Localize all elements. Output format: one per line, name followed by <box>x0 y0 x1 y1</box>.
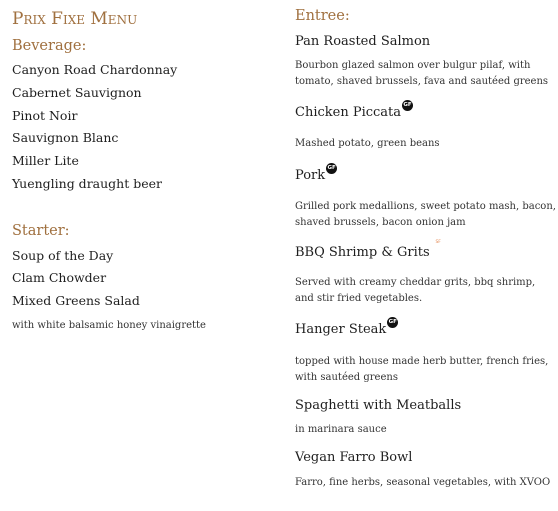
dish-name <box>295 33 430 50</box>
dish-desc: topped with house made herb butter, french fries, with sautéed greens <box>295 356 549 383</box>
dish-name-text: Chicken Piccata <box>295 105 402 120</box>
dish-name <box>295 397 461 414</box>
starter-item: Soup of the Day <box>12 248 114 263</box>
dish-name-text: Pork <box>295 168 326 183</box>
dish-name-text: Pan Roasted Salmon <box>295 34 431 49</box>
starter-item: Mixed Greens Salad <box>12 293 140 308</box>
gluten-free-badge-icon: GF <box>387 317 398 328</box>
dish-desc: Served with creamy cheddar grits, bbq shrimp, and stir fried vegetables. <box>295 277 536 304</box>
dish-name-text: Spaghetti with Meatballs <box>295 398 462 413</box>
salad-note: with white balsamic honey vinaigrette <box>12 320 206 331</box>
dish-name-text: Hanger Steak <box>295 322 387 337</box>
shellfish-badge-icon: SF <box>435 240 441 245</box>
beverage-item: Yuengling draught beer <box>12 176 162 191</box>
menu-title: Prix Fixe Menu <box>12 9 138 29</box>
dish-desc: in marinara sauce <box>295 424 387 435</box>
dish-name <box>295 321 398 338</box>
dish-desc: Bourbon glazed salmon over bulgur pilaf, with tomato, shaved brussels, fava and sautéed greens <box>295 60 549 87</box>
gluten-free-badge-icon: GF <box>326 163 337 174</box>
beverage-item: Miller Lite <box>12 153 79 168</box>
dish-name-text: Vegan Farro Bowl <box>295 450 413 465</box>
dish-desc: Mashed potato, green beans <box>295 138 440 149</box>
dish-name <box>295 167 337 184</box>
dish-name-text: BBQ Shrimp & Grits <box>295 245 430 260</box>
dish-name <box>295 449 412 466</box>
beverage-item: Canyon Road Chardonnay <box>12 62 178 77</box>
beverage-item: Pinot Noir <box>12 108 78 123</box>
beverage-item: Sauvignon Blanc <box>12 130 119 145</box>
beverage-heading: Beverage: <box>12 38 87 54</box>
starter-item: Clam Chowder <box>12 270 107 285</box>
entree-heading: Entree: <box>295 8 350 24</box>
dish-desc: Grilled pork medallions, sweet potato mash, bacon, shaved brussels, bacon onion jam <box>295 201 556 228</box>
gluten-free-badge-icon: GF <box>402 100 413 111</box>
dish-name <box>295 240 443 261</box>
dish-name <box>295 104 413 121</box>
dish-desc: Farro, fine herbs, seasonal vegetables, with XVOO <box>295 477 551 488</box>
starter-heading: Starter: <box>12 223 70 239</box>
beverage-item: Cabernet Sauvignon <box>12 85 142 100</box>
